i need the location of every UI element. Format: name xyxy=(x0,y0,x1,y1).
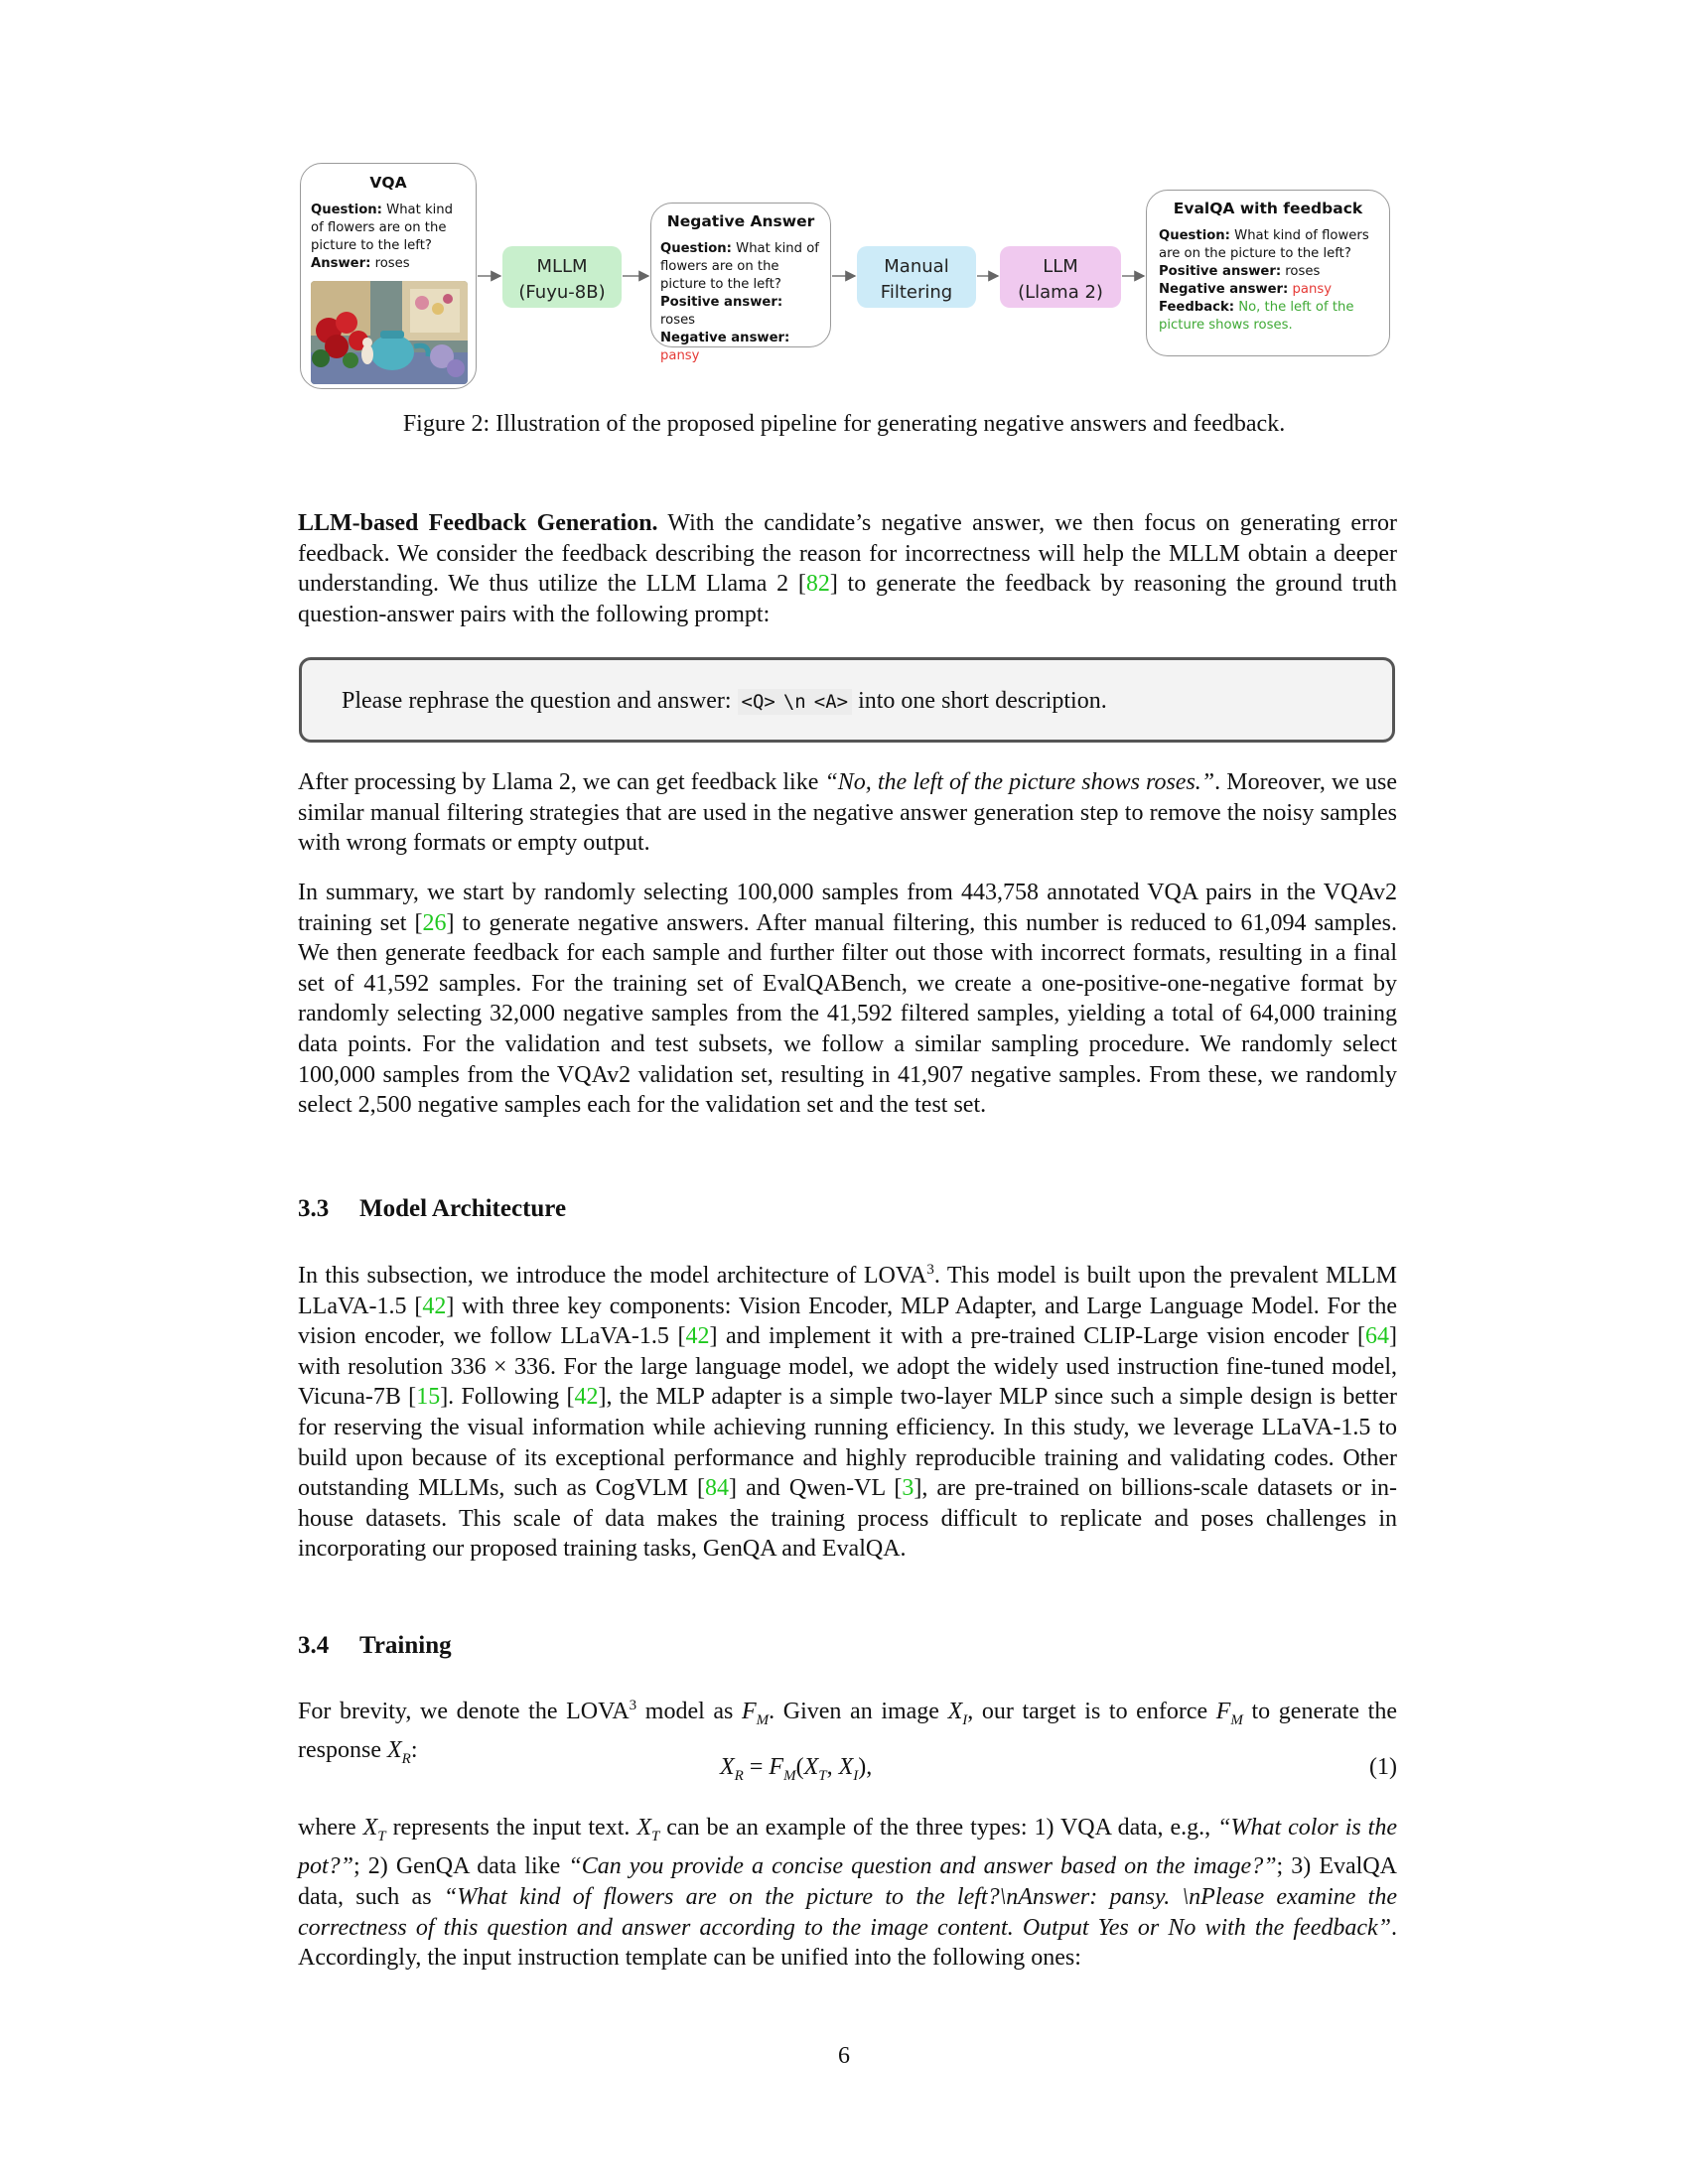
section-heading-3-3: 3.3 Model Architecture xyxy=(298,1195,567,1222)
section-heading-3-4: 3.4 Training xyxy=(298,1632,452,1659)
mllm-model-label: (Fuyu-8B) xyxy=(518,282,606,303)
citation-link[interactable]: 42 xyxy=(574,1384,599,1411)
evalqa-positive-answer: Positive answer: roses xyxy=(1159,264,1321,279)
citation-link[interactable]: 84 xyxy=(705,1475,730,1502)
vqa-title: VQA xyxy=(369,174,407,192)
vqa-box xyxy=(300,163,477,389)
llm-model-label: (Llama 2) xyxy=(1018,282,1103,303)
citation-link[interactable]: 3 xyxy=(902,1475,914,1502)
evalqa-title: EvalQA with feedback xyxy=(1173,200,1363,217)
page-number: 6 xyxy=(838,2043,850,2069)
vqa-question: Question: What kind of flowers are on the picture to the left? xyxy=(311,203,454,253)
feedback-example-quote: “No, the left of the picture shows roses.” xyxy=(824,769,1215,795)
equation-1 xyxy=(298,1754,1397,1788)
training-paragraph: For brevity, we denote the LOVA$^3$ model as $F_M$. Given an image $X_I$, our target is to enforce $F_M$ to generate the response $X_R$: xyxy=(298,1698,1398,1768)
question-token: <Q> xyxy=(738,689,779,715)
vqa-answer: Answer: roses xyxy=(311,256,410,271)
evalqa-feedback-box xyxy=(1146,190,1390,356)
negative-answer-box xyxy=(650,203,831,363)
newline-token: \n xyxy=(779,689,810,715)
citation-link[interactable]: 15 xyxy=(416,1384,441,1411)
manual-label: Manual xyxy=(884,256,949,277)
citation-link[interactable]: 26 xyxy=(422,909,447,936)
flower-photo xyxy=(311,281,468,384)
negative-positive-answer: Positive answer: roses xyxy=(660,295,783,328)
feedback-generation-paragraph: LLM-based Feedback Generation. With the candidate’s negative answer, we then focus on generating error feedback. We consider the feedback describing the reason for incorrectness will help the MLLM obtain a deeper understanding. We thus utilize the LLM Llama 2 [82] to generate the feedback by reasoning the ground truth question-answer pairs with the following prompt: xyxy=(298,510,1398,627)
citation-link[interactable]: 64 xyxy=(1365,1323,1389,1350)
equation-body: $X_R = F_M(X_T$, $X_I$), xyxy=(720,1754,873,1784)
citation-link[interactable]: 82 xyxy=(805,571,830,598)
model-architecture-paragraph: In this subsection, we introduce the model architecture of LOVA$^3$. This model is built upon the prevalent MLLM LLaVA-1.5 [42] with three key components: Vision Encoder, MLP Adapter, and Large Language Model. For the vision encoder, we follow LLaVA-1.5 [42] and implement it with a pre-trained CLIP-Large vision encoder [64] with resolution 336 × 336. For the large language model, we adopt the widely used instruction fine-tuned model, Vicuna-7B [15]. Following [42], the MLP adapter is a simple two-layer MLP since such a simple design is better for reserving the visual information while achieving running efficiency. In this study, we leverage LLaVA-1.5 to build upon because of its exceptional performance and highly reproducible training and validating codes. Other outstanding MLLMs, such as CogVLM [84] and Qwen-VL [3], are pre-trained on billions-scale datasets or in-house datasets. This scale of data makes the training process difficult to replicate and poses challenges in incorporating our proposed training tasks, GenQA and EvalQA. xyxy=(298,1262,1398,1563)
citation-link[interactable]: 42 xyxy=(685,1323,710,1350)
citation-link[interactable]: 42 xyxy=(422,1293,447,1319)
negative-answer-title: Negative Answer xyxy=(666,212,815,230)
input-types-paragraph: where $X_T$ represents the input text. $X_T$ can be an example of the three types: 1) VQA data, e.g., “What color is the pot?”; 2) GenQA data like “Can you provide a concise question and answer based on the image?”; 3) EvalQA data, such as “What kind of flowers are on the picture to the left?\nAnswer: pansy. \nPlease examine the correctness of this question and answer according to the image content. Output Yes or No with the feedback”. Accordingly, the input instruction template can be unified into the following ones: xyxy=(298,1815,1398,1972)
llm-label: LLM xyxy=(1043,256,1078,277)
evalqa-feedback: Feedback: No, the left of the picture shows roses. xyxy=(1159,300,1354,333)
evalqa-question: Question: What kind of flowers are on the picture to the left? xyxy=(1159,228,1369,261)
pipeline-figure xyxy=(288,159,1410,397)
prompt-text: Please rephrase the question and answer: <Q> \n <A> into one short description. xyxy=(342,688,1107,714)
prompt-box xyxy=(299,657,1395,743)
equation-number: (1) xyxy=(1369,1754,1397,1780)
paragraph-lead: LLM-based Feedback Generation. xyxy=(298,510,658,536)
llm-llama-node xyxy=(1000,246,1121,308)
negative-negative-answer: Negative answer: pansy xyxy=(660,331,790,363)
answer-token: <A> xyxy=(810,689,852,715)
summary-paragraph: In summary, we start by randomly selecting 100,000 samples from 443,758 annotated VQA pairs in the VQAv2 training set [26] to generate negative answers. After manual filtering, this number is reduced to 61,094 samples. We then generate feedback for each sample and further filter out those with incorrect formats, resulting in a final set of 41,592 samples. For the training set of EvalQABench, we create a one-positive-one-negative format by randomly selecting 32,000 negative samples from the 41,592 filtered samples, yielding a total of 64,000 training data points. For the validation and test subsets, we follow a similar sampling procedure. We randomly select 100,000 samples from the VQAv2 validation set, resulting in 41,907 negative samples. From these, we randomly select 2,500 negative samples each for the validation set and the test set. xyxy=(298,880,1397,1119)
evalqa-negative-answer: Negative answer: pansy xyxy=(1159,282,1333,297)
mllm-label: MLLM xyxy=(536,256,588,277)
mllm-fuyu-node xyxy=(502,246,622,308)
negative-question: Question: What kind of flowers are on the picture to the left? xyxy=(660,241,819,292)
filtering-label: Filtering xyxy=(880,282,953,303)
after-processing-paragraph: After processing by Llama 2, we can get feedback like “No, the left of the picture shows roses.”. Moreover, we use similar manual filtering strategies that are used in the negative answer generation step to remove the noisy samples with wrong formats or empty output. xyxy=(298,769,1397,857)
manual-filtering-node xyxy=(857,246,976,308)
figure-caption: Figure 2: Illustration of the proposed pipeline for generating negative answers and feedback. xyxy=(402,411,1286,437)
